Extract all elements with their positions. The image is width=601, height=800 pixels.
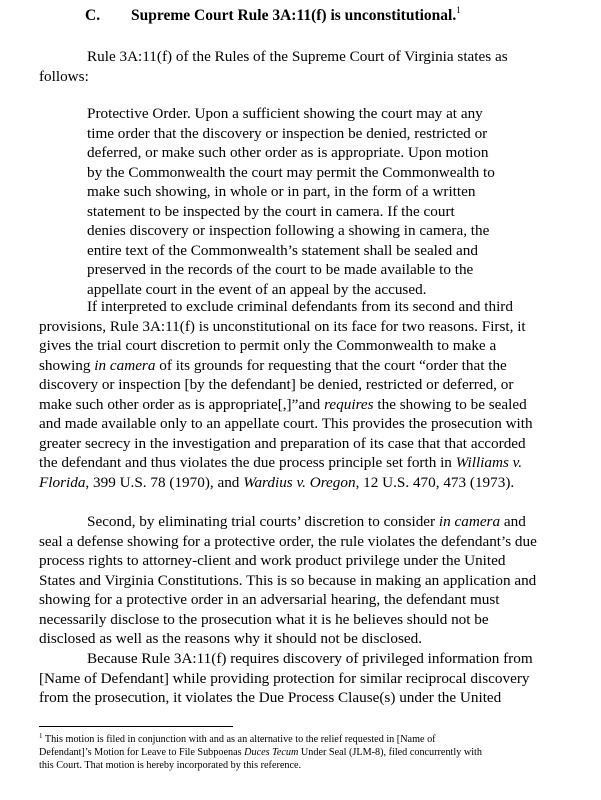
quote-line: appellate court in the event of an appeal by the accused. — [87, 280, 427, 298]
text-line: seal a defense showing for a protective order, the rule violates the defendant’s due — [39, 532, 537, 550]
text-line: gives the trial court discretion to permit only the Commonwealth to make a — [39, 337, 497, 354]
footnote-separator — [39, 726, 233, 727]
text-line: provisions, Rule 3A:11(f) is unconstitutional on its face for two reasons. First, it — [39, 317, 526, 335]
footnote — [39, 733, 579, 772]
text-line: disclosed as well as the reasons why it should not be disclosed. — [39, 630, 423, 647]
case-citation: Wardius v. Oregon — [243, 473, 356, 491]
text-line: States and Virginia Constitutions. This is so because in making an application and — [39, 571, 537, 589]
emphasis: in camera — [94, 356, 156, 374]
case-citation: Florida — [39, 473, 86, 491]
quote-line: deferred, or make such other order as is appropriate. Upon motion — [87, 144, 489, 161]
text-line: discovery or inspection [by the defendant] be denied, restricted or deferred, or — [39, 376, 514, 393]
text-line: process rights to attorney-client and work product privilege under the United — [39, 552, 506, 569]
first-reason-paragraph — [39, 297, 559, 492]
footnote-line: Defendant]’s Motion for Leave to File Subpoenas Duces Tecum Under Seal (JLM-8), filed concurrently with — [39, 747, 482, 758]
text-line: showing in camera of its grounds for requesting that the court “order that the — [39, 356, 507, 374]
quote-line: Protective Order. Upon a sufficient showing the court may at any — [87, 105, 483, 122]
quote-line: make such showing, in whole or in part, in the form of a written — [87, 183, 476, 200]
emphasis: in camera — [438, 513, 501, 530]
section-title: Supreme Court Rule 3A:11(f) is unconstitutional. — [131, 7, 457, 24]
block-quote — [87, 104, 527, 299]
quote-line: preserved in the records of the court to be made available to the — [87, 261, 474, 278]
text-line: Florida, 399 U.S. 78 (1970), and Wardius v. Oregon, 12 U.S. 470, 473 (1973). — [39, 473, 515, 491]
footnote-reference[interactable]: 1 — [456, 5, 461, 15]
section-heading — [85, 6, 461, 26]
quote-line: denies discovery or inspection following a showing in camera, the — [87, 222, 490, 239]
text-line: Second, by eliminating trial courts’ discretion to consider in camera and — [87, 513, 526, 530]
text-line: If interpreted to exclude criminal defendants from its second and third — [87, 298, 513, 315]
footnote-marker: 1 — [39, 732, 43, 740]
text-line: [Name of Defendant] while providing protection for similar reciprocal discovery — [39, 669, 530, 687]
emphasis: Duces Tecum — [244, 747, 299, 758]
case-citation: Williams v. — [455, 454, 523, 471]
quote-line: entire text of the Commonwealth’s statement shall be sealed and — [87, 241, 478, 259]
intro-paragraph — [39, 47, 559, 86]
text-line: from the prosecution, it violates the Due Process Clause(s) under the United — [39, 689, 502, 706]
because-paragraph — [39, 649, 559, 708]
second-reason-paragraph — [39, 512, 559, 649]
section-letter: C. — [85, 7, 101, 24]
text-line: make such other order as is appropriate[,]”and requires the showing to be sealed — [39, 395, 527, 413]
quote-line: statement to be inspected by the court in camera. If the court — [87, 202, 455, 220]
footnote-line: $^1$ This motion is filed in conjunction with and as an alternative to the relief requested in [Name of — [39, 732, 436, 745]
footnote-line: this Court. That motion is hereby incorporated by this reference. — [39, 760, 302, 771]
text-line: showing for a protective order in an adversarial hearing, the defendant must — [39, 591, 500, 608]
text-line: greater secrecy in the investigation and preparation of its case that that accorded — [39, 434, 526, 452]
text-line: Because Rule 3A:11(f) requires discovery of privileged information from — [87, 650, 533, 667]
quote-line: time order that the discovery or inspection be denied, restricted or — [87, 124, 488, 142]
text-line: follows: — [39, 67, 89, 85]
text-line: Rule 3A:11(f) of the Rules of the Supreme Court of Virginia states as — [87, 48, 508, 65]
text-line: the defendant and thus violates the due process principle set forth in Williams v. — [39, 454, 523, 471]
text-line: necessarily disclose to the prosecution what it is he believes should not be — [39, 610, 489, 628]
emphasis: requires — [324, 395, 374, 413]
quote-line: by the Commonwealth the court may permit the Commonwealth to — [87, 163, 495, 181]
text-line: and made available only to an appellate court. This provides the prosecution with — [39, 415, 533, 432]
